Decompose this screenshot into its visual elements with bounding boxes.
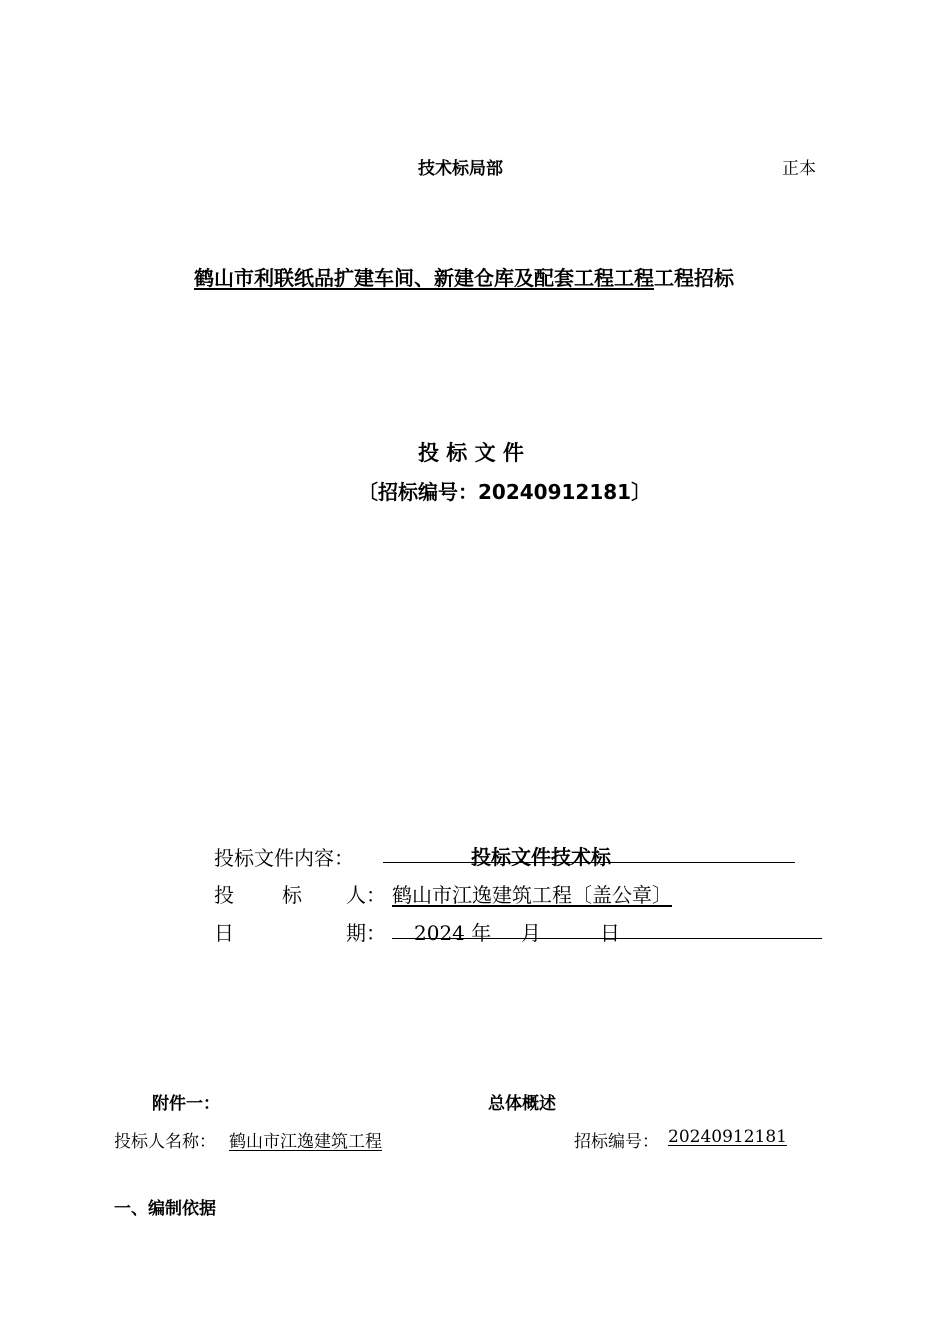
doc-heading: 投 标 文 件 — [418, 441, 524, 465]
project-title-rest: 工程招标 — [654, 266, 734, 290]
attachment-title: 总体概述 — [488, 1094, 556, 1114]
date-label-char-2: 期： — [346, 921, 386, 945]
project-title-underlined: 鹤山市利联纸品扩建车间、新建仓库及配套工程工程 — [194, 266, 654, 290]
date-day: 日 — [600, 921, 620, 945]
content-label: 投标文件内容： — [214, 846, 354, 870]
bid-no-label: 招标编号： — [574, 1132, 659, 1152]
date-month: 月 — [521, 921, 541, 945]
header-left: 技术标局部 — [418, 159, 503, 179]
bid-no-value: 20240912181 — [668, 1127, 787, 1147]
bidder-value: 鹤山市江逸建筑工程〔盖公章〕 — [392, 883, 672, 907]
header-right: 正本 — [782, 159, 816, 179]
date-label-char-1: 日 — [214, 921, 234, 945]
doc-bid-number: 〔招标编号：20240912181〕 — [358, 480, 652, 504]
content-value: 投标文件技术标 — [471, 845, 611, 869]
date-year: 2024 年 — [414, 921, 492, 945]
attachment-label: 附件一： — [152, 1094, 220, 1114]
bidder-label-char-3: 人： — [346, 883, 386, 907]
bidder-name-label: 投标人名称： — [114, 1132, 216, 1152]
bidder-label-char-2: 标 — [282, 883, 302, 907]
bidder-name-value: 鹤山市江逸建筑工程 — [229, 1132, 382, 1152]
project-title — [194, 262, 734, 291]
bidder-label-char-1: 投 — [214, 883, 234, 907]
section-heading: 一、编制依据 — [114, 1199, 216, 1219]
